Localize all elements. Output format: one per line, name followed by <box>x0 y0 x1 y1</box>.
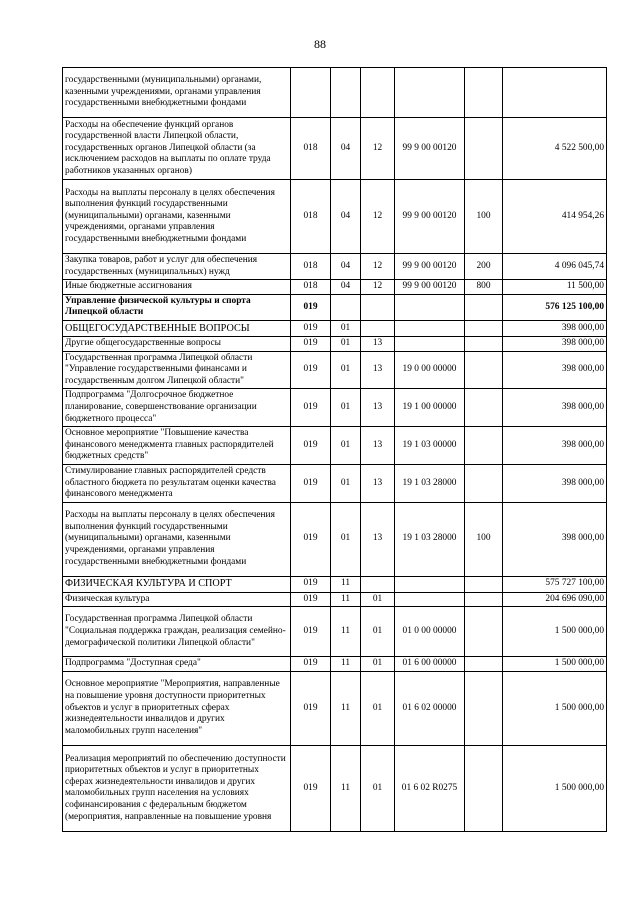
row-section-code: 04 <box>331 280 361 295</box>
row-grbs-code: 019 <box>291 502 331 576</box>
row-subsection-code <box>361 320 395 336</box>
row-section-code: 01 <box>331 464 361 502</box>
row-section-code: 04 <box>331 118 361 180</box>
table-row <box>63 502 607 576</box>
row-expense-type-code <box>465 671 503 745</box>
row-grbs-code: 019 <box>291 336 331 351</box>
row-expense-type-code <box>465 68 503 118</box>
row-amount: 414 954,26 <box>503 180 607 254</box>
row-amount: 1 500 000,00 <box>503 657 607 672</box>
row-target-article-code: 01 0 00 00000 <box>395 607 465 657</box>
row-grbs-code: 019 <box>291 745 331 831</box>
row-target-article-code: 19 1 00 00000 <box>395 389 465 427</box>
row-section-code: 11 <box>331 745 361 831</box>
row-section-code: 11 <box>331 657 361 672</box>
row-amount: 398 000,00 <box>503 427 607 465</box>
table-row <box>63 657 607 672</box>
row-expense-type-code <box>465 118 503 180</box>
row-grbs-code: 018 <box>291 180 331 254</box>
row-target-article-code: 99 9 00 00120 <box>395 280 465 295</box>
row-subsection-code: 13 <box>361 502 395 576</box>
row-amount: 398 000,00 <box>503 464 607 502</box>
row-amount: 398 000,00 <box>503 502 607 576</box>
table-row <box>63 671 607 745</box>
row-target-article-code <box>395 336 465 351</box>
row-name: Подпрограмма "Долгосрочное бюджетное планирование, совершенствование организации бюджетного процесса" <box>63 389 291 427</box>
budget-table <box>62 67 607 832</box>
row-section-code <box>331 68 361 118</box>
row-section-code: 01 <box>331 320 361 336</box>
row-section-code: 11 <box>331 671 361 745</box>
table-row <box>63 118 607 180</box>
row-target-article-code: 01 6 02 00000 <box>395 671 465 745</box>
row-subsection-code: 01 <box>361 657 395 672</box>
row-subsection-code: 13 <box>361 427 395 465</box>
row-name: государственными (муниципальными) органами, казенными учреждениями, органами управления государственными внебюджетными фондами <box>63 68 291 118</box>
row-expense-type-code: 800 <box>465 280 503 295</box>
row-section-code: 11 <box>331 592 361 607</box>
row-target-article-code <box>395 576 465 592</box>
row-target-article-code: 19 1 03 28000 <box>395 464 465 502</box>
row-expense-type-code: 200 <box>465 254 503 280</box>
row-name: Другие общегосударственные вопросы <box>63 336 291 351</box>
row-name: Расходы на выплаты персоналу в целях обеспечения выполнения функций государственными (муниципальными) органами, казенными учреждениями, органами управления государственными внебюджетными фондами <box>63 502 291 576</box>
row-grbs-code: 019 <box>291 320 331 336</box>
row-subsection-code <box>361 576 395 592</box>
row-subsection-code: 01 <box>361 745 395 831</box>
row-expense-type-code <box>465 657 503 672</box>
row-target-article-code <box>395 320 465 336</box>
row-expense-type-code <box>465 389 503 427</box>
table-body <box>63 68 607 832</box>
table-row <box>63 464 607 502</box>
row-section-code: 04 <box>331 180 361 254</box>
row-section-code: 01 <box>331 389 361 427</box>
page-number: 88 <box>314 37 326 51</box>
row-section-code: 11 <box>331 607 361 657</box>
table-row <box>63 592 607 607</box>
row-amount: 4 096 045,74 <box>503 254 607 280</box>
table-row <box>63 389 607 427</box>
row-grbs-code: 019 <box>291 607 331 657</box>
row-amount: 398 000,00 <box>503 336 607 351</box>
table-row <box>63 254 607 280</box>
row-subsection-code <box>361 294 395 320</box>
row-target-article-code: 99 9 00 00120 <box>395 180 465 254</box>
row-name: Управление физической культуры и спорта Липецкой области <box>63 294 291 320</box>
table-row <box>63 336 607 351</box>
row-grbs-code: 018 <box>291 280 331 295</box>
row-section-code: 01 <box>331 427 361 465</box>
row-expense-type-code <box>465 336 503 351</box>
table-row <box>63 427 607 465</box>
row-amount <box>503 68 607 118</box>
row-name: Государственная программа Липецкой области "Социальная поддержка граждан, реализация семейно-демографической политики Липецкой области" <box>63 607 291 657</box>
row-subsection-code <box>361 68 395 118</box>
row-amount: 398 000,00 <box>503 389 607 427</box>
row-target-article-code <box>395 592 465 607</box>
row-subsection-code: 13 <box>361 464 395 502</box>
row-subsection-code: 01 <box>361 592 395 607</box>
table-row <box>63 294 607 320</box>
row-subsection-code: 12 <box>361 180 395 254</box>
row-amount: 4 522 500,00 <box>503 118 607 180</box>
row-name: Стимулирование главных распорядителей средств областного бюджета по результатам оценки качества финансового менеджмента <box>63 464 291 502</box>
row-grbs-code: 019 <box>291 576 331 592</box>
row-expense-type-code: 100 <box>465 180 503 254</box>
row-subsection-code: 01 <box>361 671 395 745</box>
row-name: Закупка товаров, работ и услуг для обеспечения государственных (муниципальных) нужд <box>63 254 291 280</box>
row-grbs-code: 019 <box>291 294 331 320</box>
row-amount: 576 125 100,00 <box>503 294 607 320</box>
row-section-code: 01 <box>331 351 361 389</box>
row-subsection-code: 12 <box>361 254 395 280</box>
row-target-article-code: 01 6 00 00000 <box>395 657 465 672</box>
table-row <box>63 351 607 389</box>
row-target-article-code: 19 1 03 28000 <box>395 502 465 576</box>
row-name: Физическая культура <box>63 592 291 607</box>
row-grbs-code: 019 <box>291 592 331 607</box>
table-row <box>63 320 607 336</box>
table-row <box>63 180 607 254</box>
row-expense-type-code <box>465 745 503 831</box>
row-amount: 398 000,00 <box>503 351 607 389</box>
row-amount: 11 500,00 <box>503 280 607 295</box>
row-section-code <box>331 294 361 320</box>
row-name: Расходы на выплаты персоналу в целях обеспечения выполнения функций государственными (муниципальными) органами, казенными учреждениями, органами управления государственными внебюджетными фондами <box>63 180 291 254</box>
row-target-article-code <box>395 68 465 118</box>
row-grbs-code: 019 <box>291 351 331 389</box>
row-grbs-code: 019 <box>291 464 331 502</box>
row-target-article-code: 99 9 00 00120 <box>395 118 465 180</box>
row-name: Подпрограмма "Доступная среда" <box>63 657 291 672</box>
row-section-code: 11 <box>331 576 361 592</box>
row-amount: 1 500 000,00 <box>503 607 607 657</box>
row-expense-type-code <box>465 294 503 320</box>
row-amount: 204 696 090,00 <box>503 592 607 607</box>
row-name: ОБЩЕГОСУДАРСТВЕННЫЕ ВОПРОСЫ <box>63 320 291 336</box>
row-amount: 1 500 000,00 <box>503 745 607 831</box>
row-name: Основное мероприятие "Повышение качества финансового менеджмента главных распорядителей бюджетных средств" <box>63 427 291 465</box>
row-expense-type-code <box>465 592 503 607</box>
row-target-article-code: 99 9 00 00120 <box>395 254 465 280</box>
row-subsection-code: 12 <box>361 118 395 180</box>
table-row <box>63 280 607 295</box>
row-section-code: 04 <box>331 254 361 280</box>
row-section-code: 01 <box>331 336 361 351</box>
row-expense-type-code <box>465 607 503 657</box>
row-name: Иные бюджетные ассигнования <box>63 280 291 295</box>
row-target-article-code: 19 0 00 00000 <box>395 351 465 389</box>
row-amount: 1 500 000,00 <box>503 671 607 745</box>
row-subsection-code: 12 <box>361 280 395 295</box>
row-name: ФИЗИЧЕСКАЯ КУЛЬТУРА И СПОРТ <box>63 576 291 592</box>
row-subsection-code: 13 <box>361 389 395 427</box>
table-row <box>63 576 607 592</box>
table-row <box>63 745 607 831</box>
row-expense-type-code <box>465 464 503 502</box>
row-grbs-code: 019 <box>291 671 331 745</box>
row-name: Основное мероприятие "Мероприятия, направленные на повышение уровня доступности приоритетных объектов и услуг в приоритетных сферах жизнедеятельности инвалидов и других маломобильных групп населения" <box>63 671 291 745</box>
row-amount: 398 000,00 <box>503 320 607 336</box>
row-grbs-code: 018 <box>291 118 331 180</box>
row-grbs-code: 019 <box>291 389 331 427</box>
row-subsection-code: 01 <box>361 607 395 657</box>
row-target-article-code <box>395 294 465 320</box>
row-grbs-code <box>291 68 331 118</box>
row-subsection-code: 13 <box>361 336 395 351</box>
row-target-article-code: 19 1 03 00000 <box>395 427 465 465</box>
row-section-code: 01 <box>331 502 361 576</box>
row-name: Государственная программа Липецкой области "Управление государственными финансами и государственным долгом Липецкой области" <box>63 351 291 389</box>
row-expense-type-code <box>465 427 503 465</box>
row-target-article-code: 01 6 02 R0275 <box>395 745 465 831</box>
row-expense-type-code <box>465 320 503 336</box>
row-amount: 575 727 100,00 <box>503 576 607 592</box>
row-name: Расходы на обеспечение функций органов государственной власти Липецкой области, государственных органов Липецкой области (за исключением расходов на выплаты по оплате труда работников указанных органов) <box>63 118 291 180</box>
row-expense-type-code <box>465 351 503 389</box>
row-expense-type-code <box>465 576 503 592</box>
table-row <box>63 68 607 118</box>
row-grbs-code: 018 <box>291 254 331 280</box>
row-grbs-code: 019 <box>291 657 331 672</box>
row-subsection-code: 13 <box>361 351 395 389</box>
row-grbs-code: 019 <box>291 427 331 465</box>
table-row <box>63 607 607 657</box>
row-name: Реализация мероприятий по обеспечению доступности приоритетных объектов и услуг в приоритетных сферах жизнедеятельности инвалидов и других маломобильных групп населения на условиях софинансирования с федеральным бюджетом (мероприятия, направленные на повышение уровня <box>63 745 291 831</box>
row-expense-type-code: 100 <box>465 502 503 576</box>
